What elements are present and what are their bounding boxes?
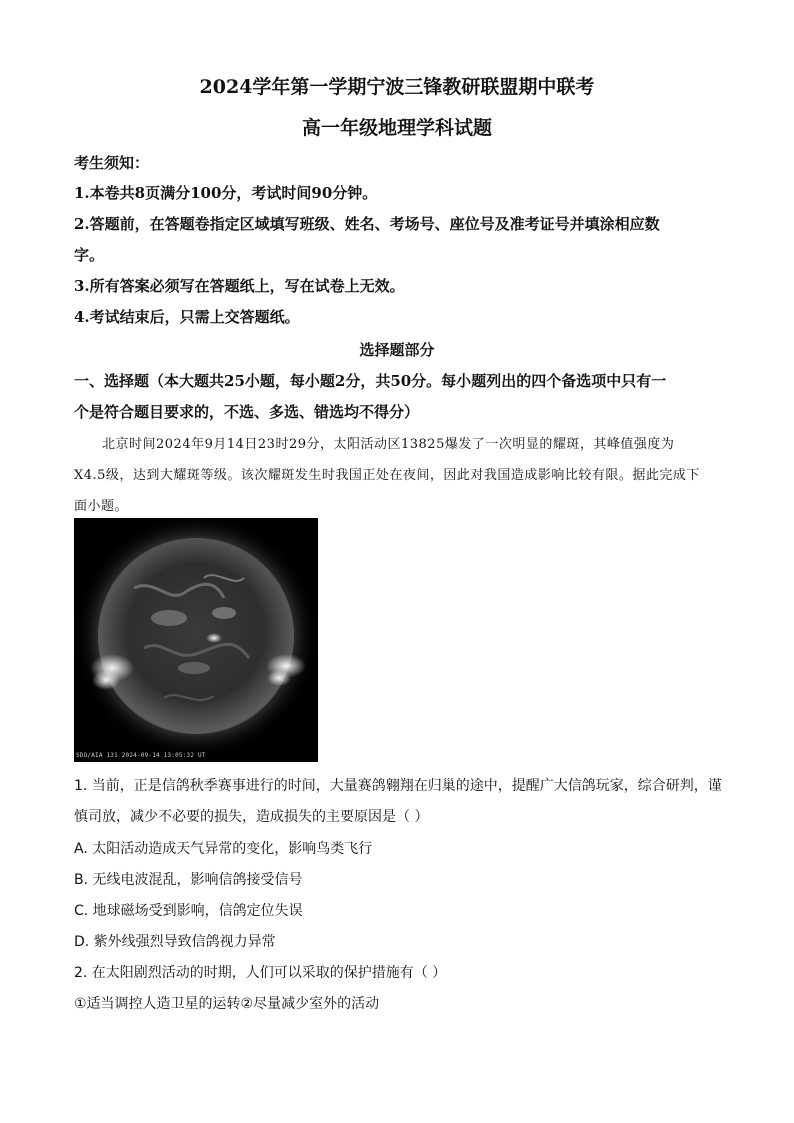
passage-text: 北京时间2024年9月14日23时29分，太阳活动区13825爆发了一次明显的耀斑，其峰值强度为 — [102, 437, 675, 452]
passage-text: X4.5级，达到大耀斑等级。该次耀斑发生时我国正处在夜间，因此对我国造成影响比较有限。据此完成下 — [74, 468, 700, 483]
question-stem: 2. 在太阳剧烈活动的时期，人们可以采取的保护措施有（ ） — [74, 965, 447, 981]
question-stem: 慎司放，减少不必要的损失，造成损失的主要原因是（ ） — [74, 809, 429, 825]
section-instructions: 一、选择题（本大题共25小题，每小题2分，共50分。每小题列出的四个备选项中只有一 — [74, 372, 667, 390]
notice-item: 字。 — [74, 246, 105, 264]
notice-item: 1.本卷共8页满分100分，考试时间90分钟。 — [74, 184, 378, 202]
section-instructions: 个是符合题目要求的，不选、多选、错选均不得分） — [74, 403, 420, 421]
question-stem: 1. 当前，正是信鸽秋季赛事进行的时间，大量赛鸽翱翔在归巢的途中，提醒广大信鸽玩家，综合研判，谨 — [74, 778, 722, 794]
sun-illustration — [74, 518, 318, 762]
notice-item: 2.答题前，在答题卷指定区域填写班级、姓名、考场号、座位号及准考证号并填涂相应数 — [74, 215, 660, 233]
notice-item: 3.所有答案必须写在答题纸上，写在试卷上无效。 — [74, 277, 405, 295]
exam-title: 2024学年第一学期宁波三锋教研联盟期中联考 — [199, 76, 595, 98]
option-list: ①适当调控人造卫星的运转②尽量减少室外的活动 — [74, 996, 380, 1012]
option-a: A. 太阳活动造成天气异常的变化，影响鸟类飞行 — [74, 841, 373, 857]
option-d: D. 紫外线强烈导致信鸽视力异常 — [74, 934, 276, 950]
exam-subtitle: 高一年级地理学科试题 — [301, 117, 492, 139]
passage-text: 面小题。 — [74, 499, 129, 514]
solar-flare-image — [74, 518, 318, 762]
notice-heading: 考生须知： — [74, 154, 150, 172]
option-c: C. 地球磁场受到影响，信鸽定位失误 — [74, 903, 303, 919]
image-caption: SDO/AIA 131 2024-09-14 13:05:32 UT — [76, 752, 206, 759]
option-b: B. 无线电波混乱，影响信鸽接受信号 — [74, 872, 303, 888]
notice-item: 4.考试结束后，只需上交答题纸。 — [74, 308, 300, 326]
section-title: 选择题部分 — [359, 341, 435, 359]
